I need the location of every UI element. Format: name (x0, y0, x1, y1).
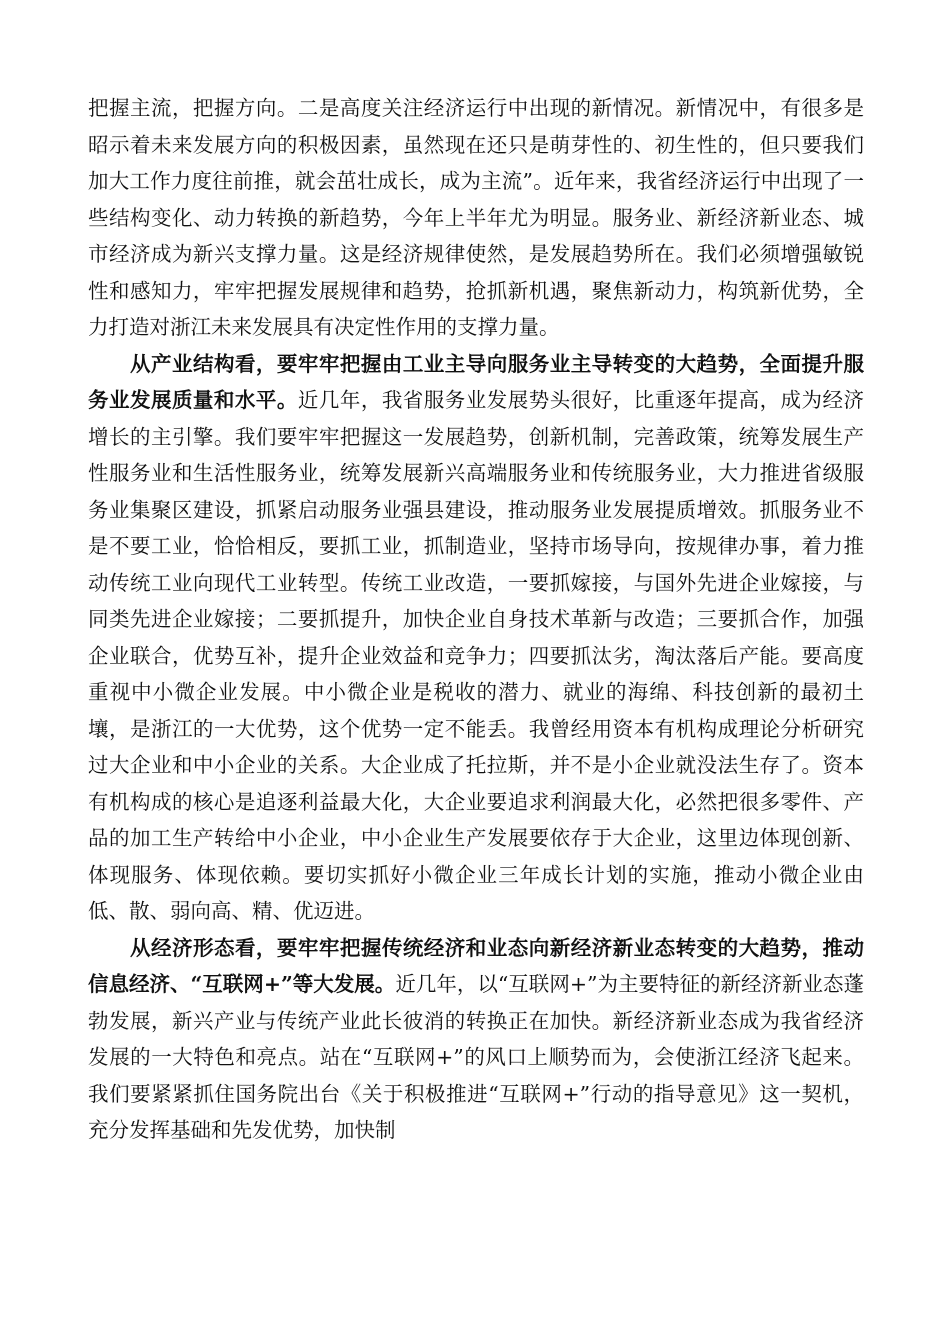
paragraph-economic-form (88, 930, 864, 1149)
paragraph-text: 近几年，以“互联网+”为主要特征的新经济新业态蓬勃发展，新兴产业与传统产业此长彼消的转换正在加快。新经济新业态成为我省经济发展的一大特色和亮点。站在“互联网+”的风口上顺势而为，会使浙江经济飞起来。我们要紧紧抓住国务院出台《关于积极推进“互联网+”行动的指导意见》这一契机，充分发挥基础和先发优势，加快制 (88, 972, 865, 1142)
paragraph-text: 近几年，我省服务业发展势头很好，比重逐年提高，成为经济增长的主引擎。我们要牢牢把握这一发展趋势，创新机制，完善政策，统筹发展生产性服务业和生活性服务业，统筹发展新兴高端服务业和传统服务业，大力推进省级服务业集聚区建设，抓紧启动服务业强县建设，推动服务业发展提质增效。抓服务业不是不要工业，恰恰相反，要抓工业，抓制造业，坚持市场导向，按规律办事，着力推动传统工业向现代工业转型。传统工业改造，一要抓嫁接，与国外先进企业嫁接，与同类先进企业嫁接；二要抓提升，加快企业自身技术革新与改造；三要抓合作，加强企业联合，优势互补，提升企业效益和竞争力；四要抓汰劣，淘汰落后产能。要高度重视中小微企业发展。中小微企业是税收的潜力、就业的海绵、科技创新的最初土壤，是浙江的一大优势，这个优势一定不能丢。我曾经用资本有机构成理论分析研究过大企业和中小企业的关系。大企业成了托拉斯，并不是小企业就没法生存了。资本有机构成的核心是追逐利益最大化，大企业要追求利润最大化，必然把很多零件、产品的加工生产转给中小企业，中小企业生产发展要依存于大企业，这里边体现创新、体现服务、体现依赖。要切实抓好小微企业三年成长计划的实施，推动小微企业由低、散、弱向高、精、优迈进。 (88, 388, 865, 923)
paragraph-continuation (88, 90, 864, 346)
paragraph-text: 把握主流，把握方向。二是高度关注经济运行中出现的新情况。新情况中，有很多是昭示着未来发展方向的积极因素，虽然现在还只是萌芽性的、初生性的，但只要我们加大工作力度往前推，就会茁壮成长，成为主流”。近年来，我省经济运行中出现了一些结构变化、动力转换的新趋势，今年上半年尤为明显。服务业、新经济新业态、城市经济成为新兴支撑力量。这是经济规律使然，是发展趋势所在。我们必须增强敏锐性和感知力，牢牢把握发展规律和趋势，抢抓新机遇，聚焦新动力，构筑新优势，全力打造对浙江未来发展具有决定性作用的支撑力量。 (88, 96, 864, 339)
paragraph-lead-bold: 从经济形态看，要牢牢把握传统经济和业态向新经济新业态转变的大趋势，推动信息经济、“互联网+”等大发展。 (88, 935, 864, 996)
paragraph-lead-bold: 从产业结构看，要牢牢把握由工业主导向服务业主导转变的大趋势，全面提升服务业发展质量和水平。 (88, 351, 864, 412)
paragraph-industrial-structure (88, 346, 864, 930)
document-body (88, 90, 864, 1149)
